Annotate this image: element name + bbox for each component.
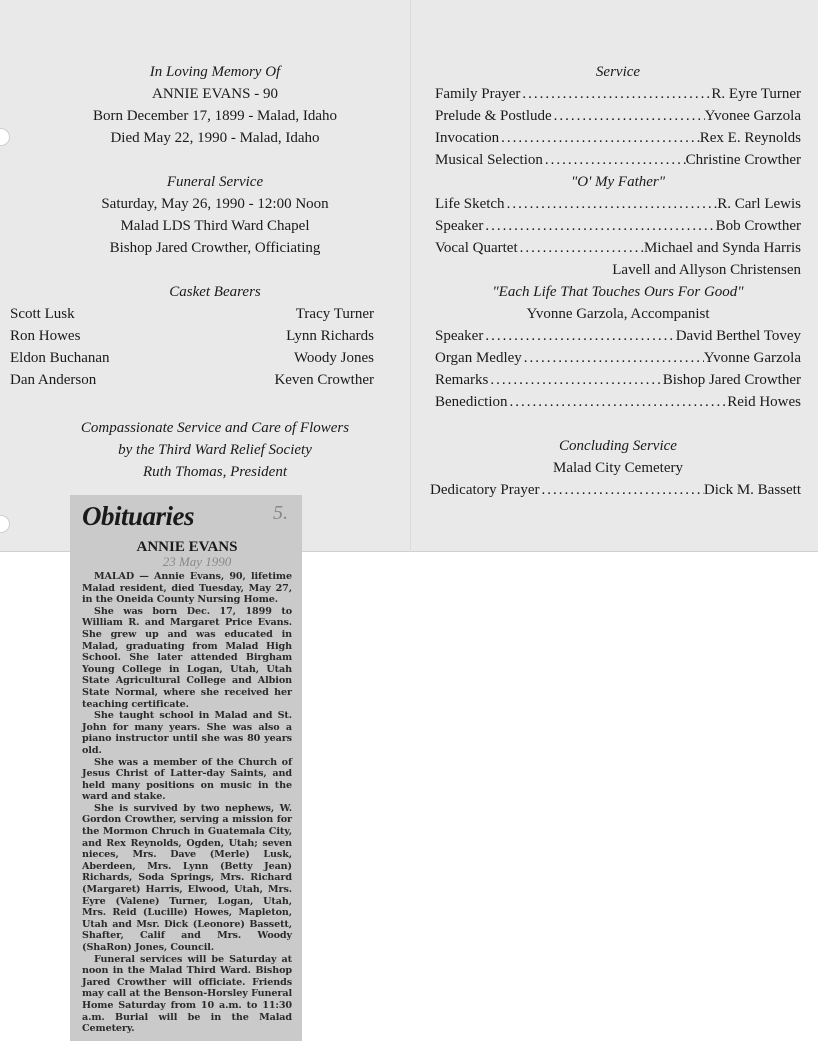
program-item	[435, 149, 801, 171]
program-role: Musical Selection	[435, 152, 543, 168]
program-item	[435, 127, 801, 149]
concluding-heading: Concluding Service	[559, 438, 677, 454]
program-item	[435, 215, 801, 237]
funeral-heading: Funeral Service	[166, 174, 264, 190]
service-heading: Service	[595, 64, 641, 80]
program-role: Dedicatory Prayer	[430, 482, 540, 498]
program-item	[435, 347, 801, 369]
program-role: Speaker	[435, 218, 484, 234]
obituary-paragraph: She taught school in Malad and St. John for many years. She was also a piano instructor until she was 80 years old.	[82, 710, 292, 756]
program-item	[435, 325, 801, 347]
program-role: Organ Medley	[435, 350, 522, 366]
program-role: Life Sketch	[435, 196, 505, 212]
obituary-paragraph: MALAD — Annie Evans, 90, lifetime Malad resident, died Tuesday, May 27, in the Oneida County Nursing Home.	[82, 571, 292, 606]
deceased-name: ANNIE EVANS - 90	[152, 86, 278, 102]
program-person: Yvonne Garzola	[703, 350, 801, 366]
dot-leader	[507, 391, 727, 413]
bearer: Ron Howes	[10, 328, 81, 344]
dot-leader	[522, 347, 704, 369]
dot-leader	[552, 105, 705, 127]
masthead-row	[82, 501, 292, 531]
obituary-headline: ANNIE EVANS	[136, 539, 238, 555]
flowers-line: Ruth Thomas, President	[142, 464, 288, 480]
dot-leader	[483, 215, 715, 237]
quartet-line: Lavell and Allyson Christensen	[612, 262, 801, 278]
dot-leader	[518, 237, 644, 259]
program-person: R. Carl Lewis	[717, 196, 801, 212]
program-person: Reid Howes	[727, 394, 801, 410]
program-role: Remarks	[435, 372, 489, 388]
program-role: Prelude & Postlude	[435, 108, 552, 124]
flowers-line: Compassionate Service and Care of Flowers	[80, 420, 350, 436]
obituary-paragraph: Funeral services will be Saturday at noon in the Malad Third Ward. Bishop Jared Crowther will officiate. Friends may call at the Benson-Horsley Funeral Home Saturday from 10 a.m. to 11:30 a.m. Burial will be in the Malad Cemetery.	[82, 953, 292, 1035]
dot-leader	[499, 127, 700, 149]
program-item	[435, 105, 801, 127]
flowers-line: by the Third Ward Relief Society	[118, 442, 312, 458]
bearer: Keven Crowther	[274, 372, 374, 388]
obituary-paragraph: She was a member of the Church of Jesus Christ of Latter-day Saints, and held many positions on music in the ward and stake.	[82, 756, 292, 803]
accompanist: Yvonne Garzola, Accompanist	[526, 306, 710, 322]
bearer: Scott Lusk	[10, 306, 75, 322]
cemetery: Malad City Cemetery	[553, 460, 683, 476]
program-role: Invocation	[435, 130, 500, 146]
bearer: Woody Jones	[293, 350, 374, 366]
funeral-officiant: Bishop Jared Crowther, Officiating	[109, 240, 321, 256]
song-title: "O' My Father"	[570, 174, 666, 190]
program-person: Bishop Jared Crowther	[662, 372, 801, 388]
born-line: Born December 17, 1899 - Malad, Idaho	[92, 108, 338, 124]
program-person: R. Eyre Turner	[711, 86, 801, 102]
bearer: Tracy Turner	[295, 306, 374, 322]
program-item	[435, 237, 801, 259]
dot-leader	[483, 325, 675, 347]
program-item	[435, 391, 801, 413]
funeral-date: Saturday, May 26, 1990 - 12:00 Noon	[101, 196, 329, 212]
memory-block	[0, 61, 430, 149]
punch-hole	[0, 515, 10, 533]
bearer: Lynn Richards	[286, 328, 374, 344]
program-item	[435, 193, 801, 215]
memory-heading: In Loving Memory Of	[149, 64, 281, 80]
bearer: Eldon Buchanan	[10, 350, 110, 366]
bearers-list	[0, 303, 430, 395]
program-person: Bob Crowther	[715, 218, 801, 234]
program-person: Yvonee Garzola	[704, 108, 801, 124]
funeral-place: Malad LDS Third Ward Chapel	[120, 218, 310, 234]
flowers-block	[0, 417, 430, 483]
program-role: Vocal Quartet	[435, 240, 518, 256]
obituary-paragraph: She was born Dec. 17, 1899 to William R. and Margaret Price Evans. She grew up and was educated in Malad, graduating from Malad High School. She later attended Birgham Young College in Logan, Utah, Utah State Agricultural College and Albion State Normal, where she received her teaching certificate.	[82, 605, 292, 710]
dot-leader	[540, 479, 704, 501]
program-role: Benediction	[435, 394, 508, 410]
dot-leader	[520, 83, 711, 105]
program-role: Speaker	[435, 328, 484, 344]
handwritten-date: 23 May 1990	[162, 554, 232, 569]
song-title: "Each Life That Touches Ours For Good"	[492, 284, 744, 300]
dot-leader	[505, 193, 718, 215]
program-item	[435, 83, 801, 105]
newspaper-clipping	[70, 495, 302, 1041]
dot-leader	[488, 369, 662, 391]
bearer: Dan Anderson	[10, 372, 97, 388]
program-role: Family Prayer	[435, 86, 521, 102]
bearers-heading: Casket Bearers	[169, 284, 261, 300]
program-item	[430, 479, 801, 501]
funeral-block	[0, 171, 430, 259]
masthead: Obituaries	[82, 501, 195, 531]
died-line: Died May 22, 1990 - Malad, Idaho	[110, 130, 320, 146]
program-person: Michael and Synda Harris	[643, 240, 801, 256]
program-person: Dick M. Bassett	[703, 482, 801, 498]
program-person: Rex E. Reynolds	[699, 130, 801, 146]
program-item	[435, 369, 801, 391]
obituary-paragraph: She is survived by two nephews, W. Gordon Crowther, serving a mission for the Mormon Chruch in Guatemala City, and Rex Reynolds, Ogden, Utah; seven nieces, Mrs. Dave (Merle) Lusk, Aberdeen, Mrs. Lynn (Betty Jean) Richards, Soda Springs, Mrs. Richard (Margaret) Harris, Elwood, Utah, Mrs. Eyre (Valene) Turner, Logan, Utah, Mrs. Reid (Lucille) Howes, Mapleton, Utah and Msr. Dick (Leonore) Bassett, Shafter, Calif and Mrs. Woody (ShaRon) Jones, Council.	[82, 802, 292, 953]
dot-leader	[543, 149, 686, 171]
program-right-panel	[430, 61, 801, 501]
program-left-panel	[0, 61, 430, 483]
program-person: Christine Crowther	[685, 152, 801, 168]
handwritten-page-note: 5.	[273, 502, 288, 524]
program-person: David Berthel Tovey	[675, 328, 801, 344]
